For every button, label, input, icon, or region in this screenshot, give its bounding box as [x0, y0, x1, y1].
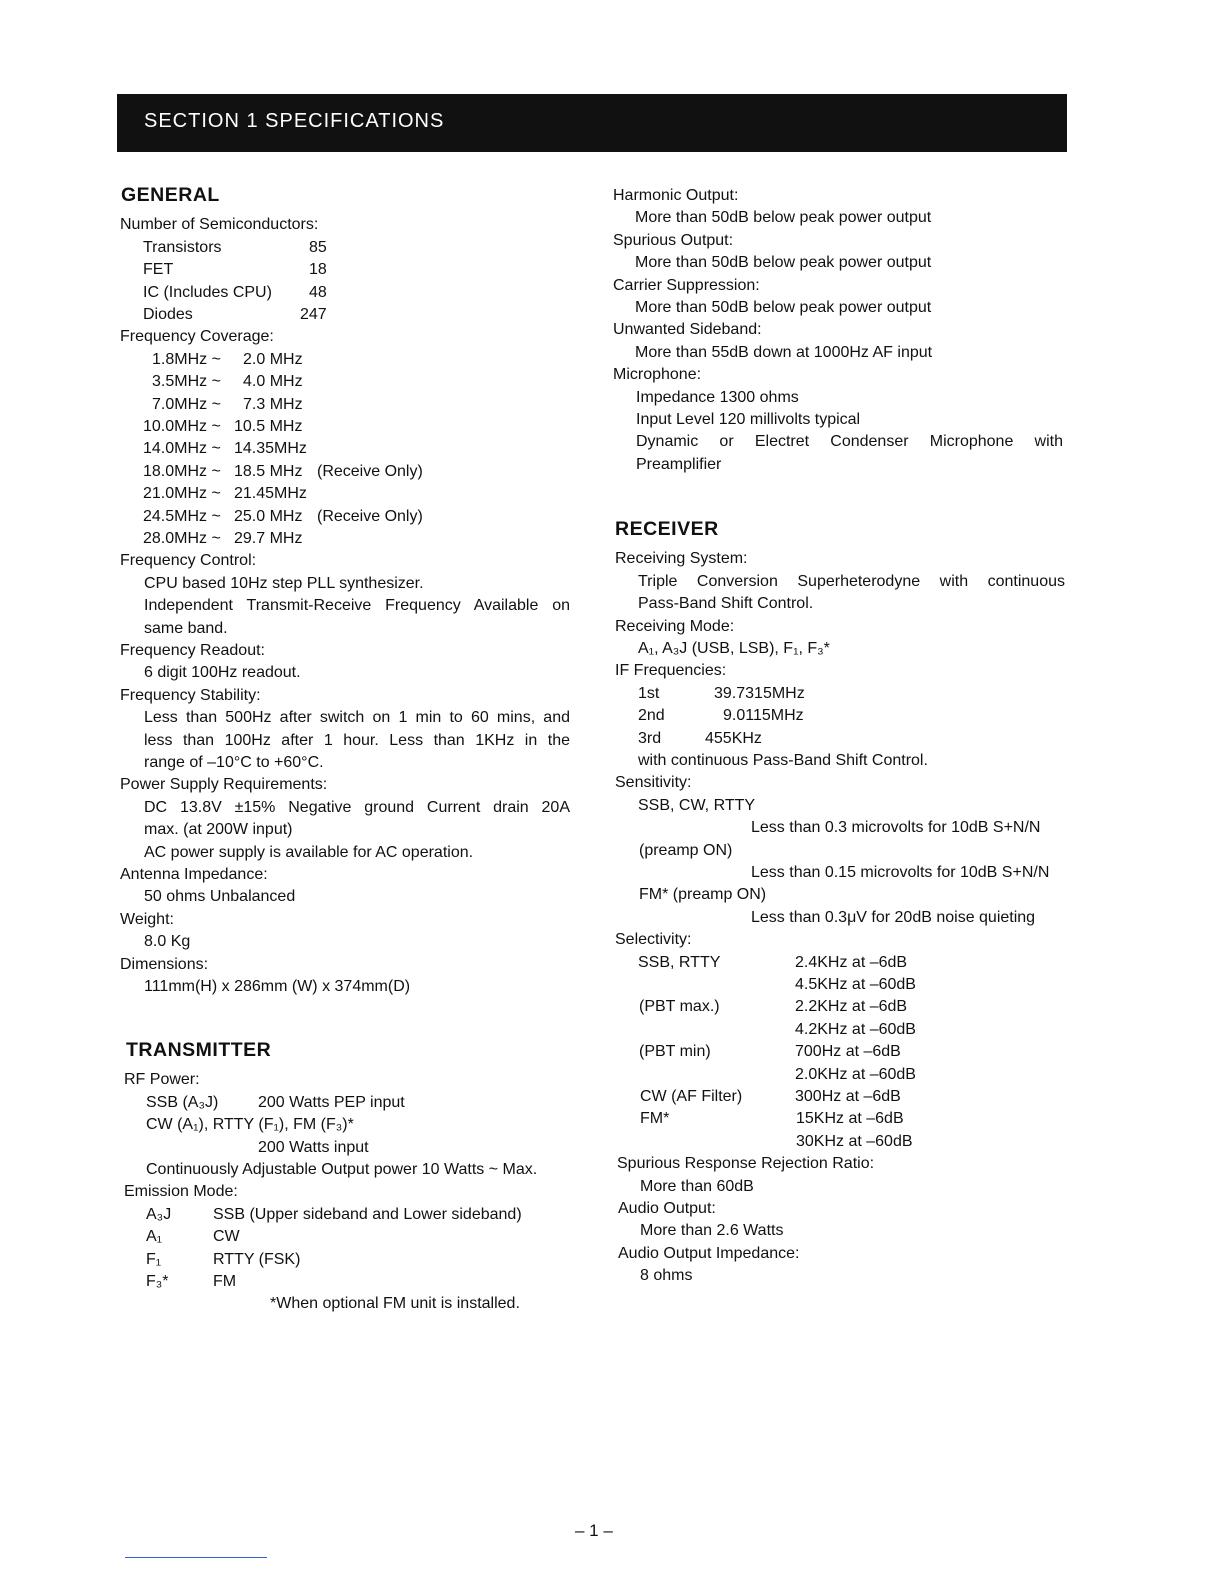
semis-count: 48	[309, 283, 327, 301]
selectivity-mode: FM*	[640, 1110, 670, 1128]
selectivity-row	[615, 1086, 1070, 1108]
microphone-text: Preamplifier	[636, 455, 722, 473]
if-row	[615, 683, 1070, 705]
rf-adjust-text: Continuously Adjustable Output power 10 Watts ~ Max.	[146, 1160, 538, 1178]
rf-power-row	[124, 1092, 584, 1114]
freq-to: 29.7 MHz	[234, 529, 303, 547]
semis-count: 18	[309, 261, 327, 279]
freq-cov-row	[120, 483, 575, 505]
stability-text: less than 100Hz after 1 hour. Less than 1KHz in the	[144, 731, 570, 749]
unwanted-label: Unwanted Sideband:	[613, 321, 762, 339]
freq-from: 21.0MHz ~	[143, 485, 221, 503]
semis-label: Number of Semiconductors:	[120, 216, 319, 234]
emission-row	[124, 1204, 584, 1226]
receiving-mode-label: Receiving Mode:	[615, 617, 735, 635]
freq-from: 18.0MHz ~	[143, 462, 221, 480]
rf-mode: SSB (A₃J)	[146, 1093, 219, 1111]
selectivity-mode: (PBT min)	[639, 1043, 711, 1061]
selectivity-value: 2.4KHz at –6dB	[795, 953, 908, 971]
unwanted-text: More than 55dB down at 1000Hz AF input	[635, 343, 933, 361]
freq-from: 24.5MHz ~	[143, 507, 221, 525]
freq-from: 14.0MHz ~	[143, 440, 221, 458]
weight-label: Weight:	[120, 910, 174, 928]
selectivity-row	[615, 1041, 1070, 1063]
freq-cov-row	[120, 528, 575, 550]
dimensions-label: Dimensions:	[120, 955, 209, 973]
emission-code: A₁	[146, 1228, 163, 1246]
harmonic-label: Harmonic Output:	[613, 187, 739, 204]
if-row	[615, 705, 1070, 727]
selectivity-value: 4.5KHz at –60dB	[795, 976, 916, 994]
readout-label: Frequency Readout:	[120, 641, 265, 659]
freq-cov-row	[120, 394, 575, 416]
selectivity-row	[615, 1064, 1070, 1086]
emission-desc: CW	[213, 1228, 240, 1246]
emission-desc: SSB (Upper sideband and Lower sideband)	[213, 1205, 522, 1223]
selectivity-row	[615, 1019, 1070, 1041]
general-section	[120, 184, 575, 998]
freq-note: (Receive Only)	[317, 507, 423, 525]
audio-impedance-text: 8 ohms	[640, 1267, 693, 1285]
sensitivity-value: Less than 0.15 microvolts for 10dB S+N/N	[751, 864, 1050, 882]
fm-unit-note: *When optional FM unit is installed.	[270, 1295, 520, 1313]
freq-cov-row	[120, 416, 575, 438]
receiving-system-text: Triple Conversion Superheterodyne with continuous	[638, 572, 1065, 590]
freq-from: 28.0MHz ~	[143, 529, 221, 547]
page-number: – 1 –	[575, 1521, 613, 1540]
selectivity-mode: SSB, RTTY	[638, 953, 721, 971]
if-stage: 3rd	[638, 729, 662, 747]
receiving-mode-text: A₁, A₃J (USB, LSB), F₁, F₃*	[638, 640, 830, 658]
emission-code: F₃*	[146, 1272, 169, 1290]
semis-row	[120, 237, 575, 259]
freq-to: 14.35MHz	[234, 440, 307, 458]
freq-ctrl-text: Independent Transmit-Receive Frequency Available on	[144, 597, 570, 615]
freq-cov-row	[120, 349, 575, 371]
semis-count: 85	[309, 238, 327, 256]
antenna-text: 50 ohms Unbalanced	[144, 888, 296, 906]
footer-rule	[125, 1557, 267, 1558]
if-stage: 1st	[638, 684, 660, 702]
if-freq: 455KHz	[705, 729, 762, 747]
freq-to: 18.5 MHz	[234, 462, 303, 480]
selectivity-row	[615, 1131, 1070, 1153]
if-row	[615, 728, 1070, 750]
rf-mode: CW (A₁), RTTY (F₁), FM (F₃)*	[146, 1116, 354, 1134]
if-label: IF Frequencies:	[615, 662, 727, 680]
transmitter-continued	[613, 185, 1068, 476]
freq-to: 25.0 MHz	[234, 507, 303, 525]
freq-cov-row	[120, 371, 575, 393]
power-text: max. (at 200W input)	[144, 821, 293, 839]
rf-value: 200 Watts PEP input	[258, 1093, 405, 1111]
audio-output-text: More than 2.6 Watts	[640, 1222, 784, 1240]
sensitivity-label: Sensitivity:	[615, 774, 692, 792]
power-text: AC power supply is available for AC operation.	[144, 843, 474, 861]
selectivity-row	[615, 952, 1070, 974]
emission-desc: FM	[213, 1272, 237, 1290]
carrier-text: More than 50dB below peak power output	[635, 299, 932, 317]
spurious-rejection-label: Spurious Response Rejection Ratio:	[617, 1155, 875, 1173]
freq-cov-row	[120, 438, 575, 460]
selectivity-mode: (PBT max.)	[639, 998, 720, 1016]
dimensions-text: 111mm(H) x 286mm (W) x 374mm(D)	[144, 978, 411, 996]
freq-to: 2.0 MHz	[243, 350, 303, 368]
rf-power-label: RF Power:	[124, 1071, 200, 1089]
freq-to: 7.3 MHz	[243, 395, 303, 413]
freq-cov-row	[120, 461, 575, 483]
sensitivity-mode: FM* (preamp ON)	[639, 886, 767, 904]
if-freq: 39.7315MHz	[714, 684, 805, 702]
semis-name: Transistors	[143, 238, 222, 256]
receiver-section	[615, 518, 1070, 1288]
emission-row	[124, 1249, 584, 1271]
audio-output-label: Audio Output:	[618, 1200, 716, 1217]
stability-text: Less than 500Hz after switch on 1 min to 60 mins, and	[144, 709, 570, 727]
semis-name: FET	[143, 261, 174, 279]
if-stage: 2nd	[638, 707, 665, 725]
section-title: SECTION 1 SPECIFICATIONS	[144, 110, 445, 132]
selectivity-value: 700Hz at –6dB	[795, 1043, 901, 1061]
selectivity-mode: CW (AF Filter)	[640, 1088, 743, 1106]
selectivity-value: 15KHz at –6dB	[796, 1110, 904, 1128]
rf-power-row	[124, 1137, 584, 1159]
microphone-label: Microphone:	[613, 366, 702, 384]
freq-cov-row	[120, 506, 575, 528]
selectivity-value: 300Hz at –6dB	[795, 1088, 901, 1106]
if-freq: 9.0115MHz	[723, 707, 804, 725]
selectivity-value: 2.2KHz at –6dB	[795, 998, 908, 1016]
if-note: with continuous Pass-Band Shift Control.	[638, 752, 928, 770]
sensitivity-value: Less than 0.3μV for 20dB noise quieting	[751, 908, 1036, 926]
selectivity-label: Selectivity:	[615, 931, 692, 949]
audio-impedance-label: Audio Output Impedance:	[618, 1244, 800, 1262]
power-label: Power Supply Requirements:	[120, 776, 328, 794]
freq-to: 4.0 MHz	[243, 373, 303, 391]
freq-ctrl-label: Frequency Control:	[120, 552, 257, 570]
semis-name: Diodes	[143, 305, 193, 323]
receiver-heading: RECEIVER	[615, 518, 719, 540]
general-heading: GENERAL	[121, 184, 220, 206]
stability-text: range of –10°C to +60°C.	[144, 753, 324, 771]
receiving-system-text: Pass-Band Shift Control.	[638, 595, 814, 613]
freq-to: 10.5 MHz	[234, 417, 303, 435]
rf-power-row	[124, 1114, 584, 1136]
selectivity-row	[615, 1108, 1070, 1130]
power-text: DC 13.8V ±15% Negative ground Current drain 20A	[144, 798, 570, 816]
transmitter-section	[124, 1039, 584, 1316]
selectivity-row	[615, 974, 1070, 996]
spurious-rejection-text: More than 60dB	[640, 1177, 754, 1195]
semis-name: IC (Includes CPU)	[143, 283, 272, 301]
emission-code: A₃J	[146, 1205, 172, 1223]
selectivity-value: 4.2KHz at –60dB	[795, 1020, 916, 1038]
microphone-text: Input Level 120 millivolts typical	[636, 411, 861, 429]
spurious-text: More than 50dB below peak power output	[635, 254, 932, 272]
freq-ctrl-text: same band.	[144, 619, 228, 637]
sensitivity-value: Less than 0.3 microvolts for 10dB S+N/N	[751, 819, 1041, 837]
emission-row	[124, 1271, 584, 1293]
semis-count: 247	[300, 305, 327, 323]
emission-code: F₁	[146, 1250, 162, 1268]
transmitter-heading: TRANSMITTER	[126, 1039, 272, 1061]
freq-ctrl-text: CPU based 10Hz step PLL synthesizer.	[144, 574, 424, 592]
emission-label: Emission Mode:	[124, 1183, 238, 1201]
rf-value: 200 Watts input	[258, 1138, 369, 1156]
freq-from: 3.5MHz ~	[152, 373, 221, 391]
antenna-label: Antenna Impedance:	[120, 865, 268, 883]
semis-row	[120, 282, 575, 304]
semis-row	[120, 259, 575, 281]
emission-desc: RTTY (FSK)	[213, 1250, 301, 1268]
emission-row	[124, 1226, 584, 1248]
receiving-system-label: Receiving System:	[615, 550, 748, 568]
freq-cov-label: Frequency Coverage:	[120, 328, 274, 346]
stability-label: Frequency Stability:	[120, 686, 261, 704]
selectivity-value: 30KHz at –60dB	[796, 1132, 913, 1150]
freq-from: 10.0MHz ~	[143, 417, 221, 435]
semis-row	[120, 304, 575, 326]
freq-note: (Receive Only)	[317, 462, 423, 480]
sensitivity-mode: (preamp ON)	[639, 841, 733, 859]
freq-from: 1.8MHz ~	[152, 350, 221, 368]
readout-text: 6 digit 100Hz readout.	[144, 664, 301, 682]
sensitivity-mode: SSB, CW, RTTY	[638, 796, 756, 814]
selectivity-row	[615, 996, 1070, 1018]
freq-from: 7.0MHz ~	[152, 395, 221, 413]
microphone-text: Dynamic or Electret Condenser Microphone with	[636, 433, 1063, 451]
freq-to: 21.45MHz	[234, 485, 307, 503]
selectivity-value: 2.0KHz at –60dB	[795, 1065, 916, 1083]
weight-text: 8.0 Kg	[144, 933, 191, 951]
microphone-text: Impedance 1300 ohms	[636, 388, 799, 406]
carrier-label: Carrier Suppression:	[613, 276, 760, 294]
spurious-label: Spurious Output:	[613, 231, 734, 249]
harmonic-text: More than 50dB below peak power output	[635, 209, 932, 227]
